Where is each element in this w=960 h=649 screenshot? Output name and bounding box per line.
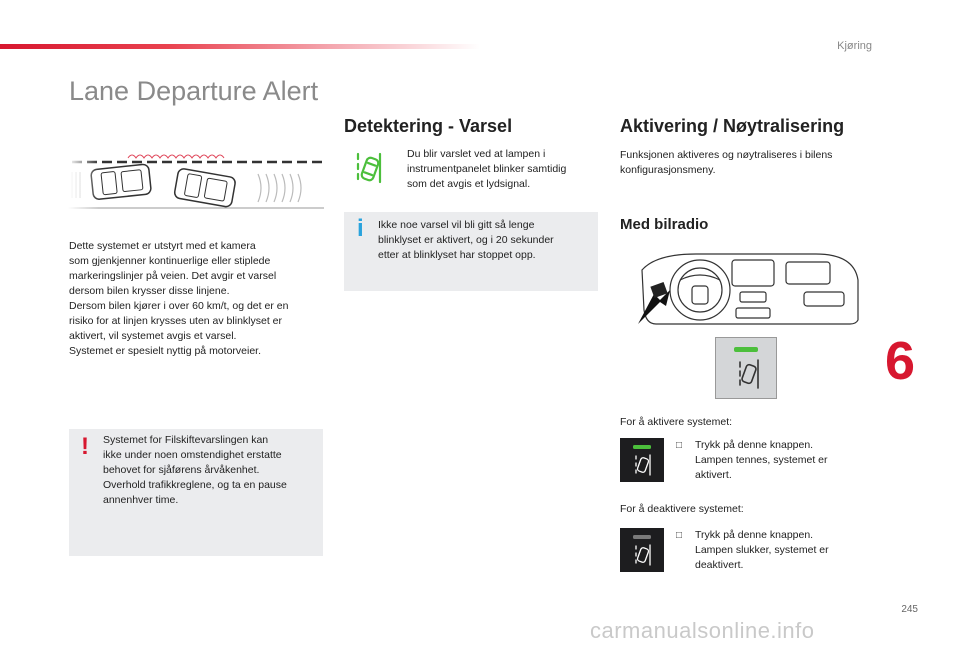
step-line: Trykk på denne knappen.	[695, 439, 814, 451]
activation-intro	[620, 148, 880, 178]
info-text	[378, 218, 594, 263]
activate-steps	[695, 438, 865, 483]
exclamation-icon: !	[81, 433, 89, 460]
detection-heading: Detektering - Varsel	[344, 116, 513, 136]
button-detail-large	[715, 337, 777, 399]
step-line: Lampen slukker, systemet er	[695, 544, 829, 556]
activate-button[interactable]	[620, 438, 664, 482]
warning-line: behovet for sjåførens årvåkenhet.	[103, 464, 260, 476]
description-text	[69, 239, 329, 359]
alert-text	[407, 147, 597, 192]
info-line: blinklyset er aktivert, og i 20 sekunder	[378, 234, 554, 246]
intro-line: Funksjonen aktiveres og nøytraliseres i bilens	[620, 149, 833, 161]
warning-line: ikke under noen omstendighet erstatte	[103, 449, 282, 461]
watermark: carmanualsonline.info	[590, 618, 815, 643]
warning-line: Overhold trafikkreglene, og ta en pause	[103, 479, 287, 491]
info-icon: i	[357, 215, 364, 242]
info-line: Ikke noe varsel vil bli gitt så lenge	[378, 219, 535, 231]
description-line: Systemet er spesielt nyttig på motorveier.	[69, 345, 261, 357]
step-line: Trykk på denne knappen.	[695, 529, 814, 541]
description-line: dersom bilen krysser disse linjene.	[69, 285, 230, 297]
section-label: Kjøring	[837, 40, 872, 52]
page-number: 245	[901, 604, 918, 615]
warning-line: annenhver time.	[103, 494, 179, 506]
description-line: som gjenkjenner kontinuerlige eller stiplede	[69, 255, 271, 267]
lane-departure-icon	[354, 150, 384, 186]
deactivate-steps	[695, 528, 865, 573]
lane-illustration	[68, 150, 324, 216]
description-line: Dersom bilen kjører i over 60 km/t, og det er en	[69, 300, 289, 312]
warning-text	[103, 433, 319, 508]
intro-line: konfigurasjonsmeny.	[620, 164, 716, 176]
info-line: etter at blinklyset har stoppet opp.	[378, 249, 536, 261]
description-line: risiko for at linjen krysses uten av blinklyset er	[69, 315, 282, 327]
activate-bullet-icon: □	[676, 440, 683, 451]
activation-heading: Aktivering / Nøytralisering	[620, 116, 845, 136]
warning-line: Systemet for Filskiftevarslingen kan	[103, 434, 269, 446]
description-line: markeringslinjer på veien. Det avgir et varsel	[69, 270, 277, 282]
chapter-number: 6	[885, 331, 916, 391]
deactivate-label: For å deaktivere systemet:	[620, 503, 744, 515]
dashboard-illustration	[636, 250, 862, 330]
description-line: aktivert, vil systemet avgis et varsel.	[69, 330, 237, 342]
step-line: deaktivert.	[695, 559, 744, 571]
alert-line: Du blir varslet ved at lampen i	[407, 148, 546, 160]
activate-label: For å aktivere systemet:	[620, 416, 733, 428]
deactivate-bullet-icon: □	[676, 530, 683, 541]
car-radio-heading: Med bilradio	[620, 216, 709, 233]
alert-line: instrumentpanelet blinker samtidig	[407, 163, 567, 175]
description-line: Dette systemet er utstyrt med et kamera	[69, 240, 256, 252]
deactivate-button[interactable]	[620, 528, 664, 572]
page-title: Lane Departure Alert	[69, 76, 319, 106]
header-accent-bar	[0, 44, 480, 49]
alert-line: som det avgis et lydsignal.	[407, 178, 531, 190]
step-line: Lampen tennes, systemet er	[695, 454, 828, 466]
step-line: aktivert.	[695, 469, 732, 481]
